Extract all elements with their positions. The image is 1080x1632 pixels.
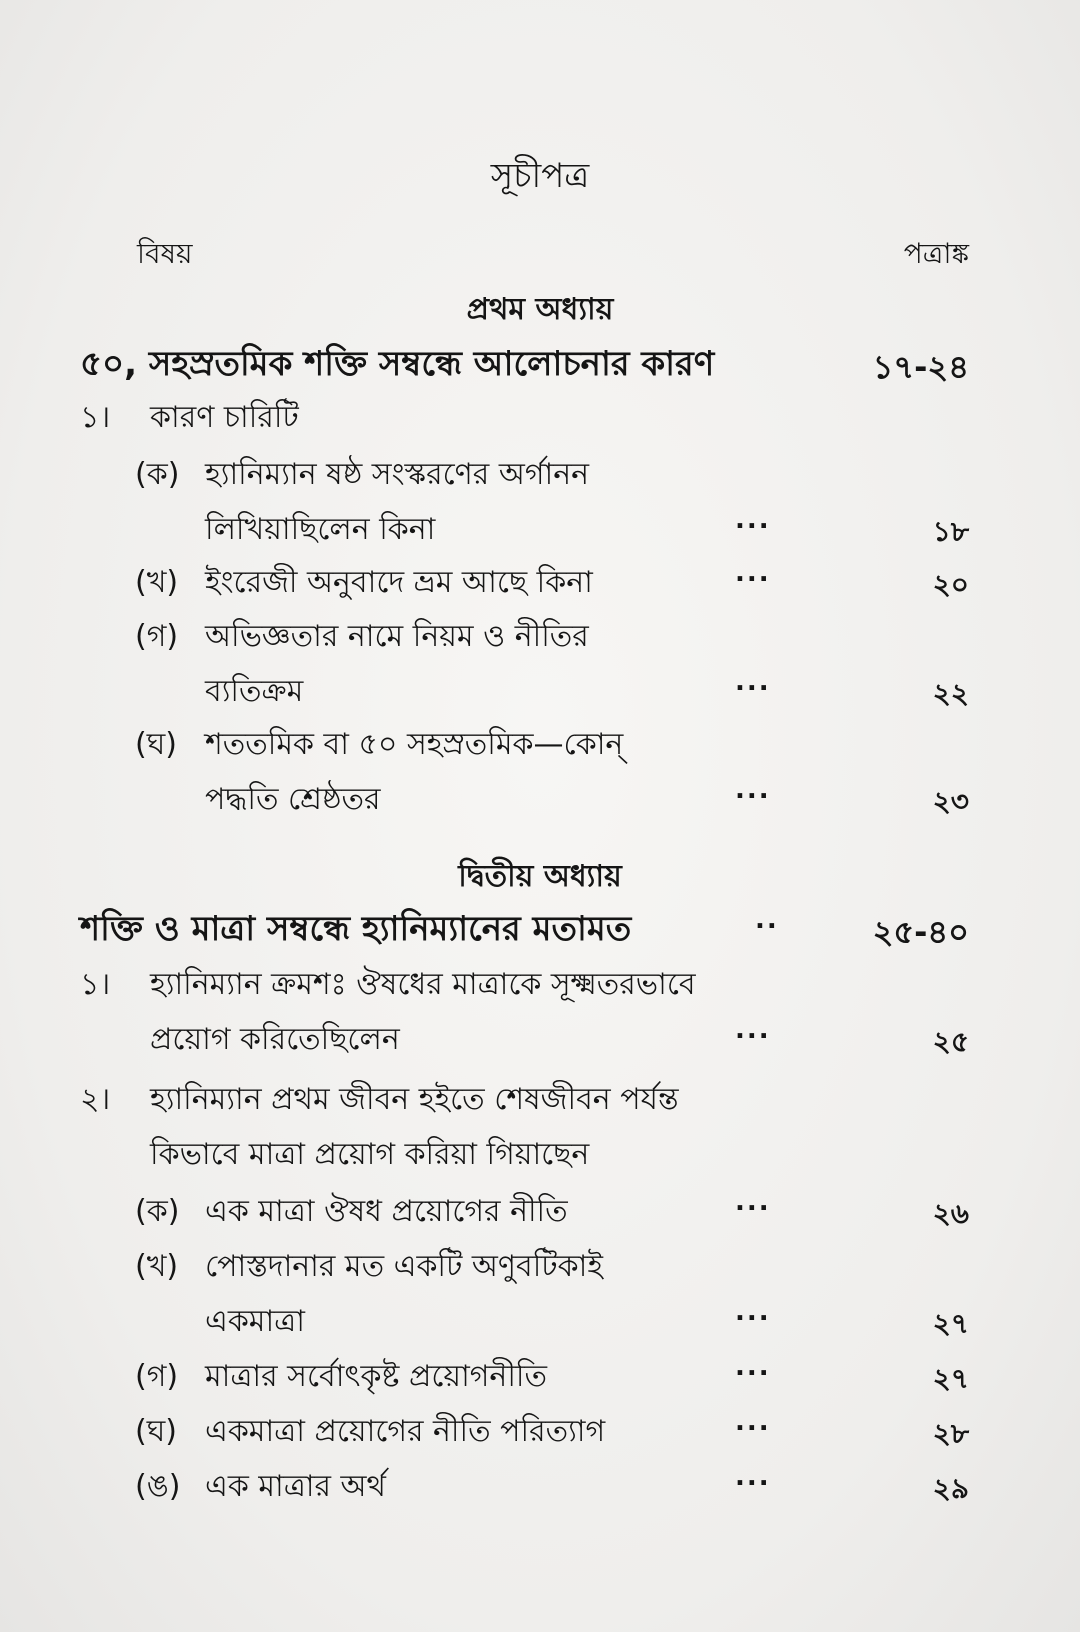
ch2-sub-e-label: (ঙ): [135, 1469, 181, 1504]
leader-dots: ...: [735, 505, 771, 535]
ch1-sub-a-page: ১৮: [932, 515, 969, 548]
ch1-sub-c-line1: অভিজ্ঞতার নামে নিয়ম ও নীতির: [205, 619, 589, 654]
ch1-sub-a-line2: লিখিয়াছিলেন কিনা: [205, 512, 436, 547]
chapter-1-heading: প্রথম অধ্যায়: [466, 292, 614, 327]
ch1-item-1-text: কারণ চারিটি: [150, 400, 299, 435]
ch1-sub-a-label: (ক): [135, 457, 180, 492]
chapter-2-section-pages: ২৫-৪০: [872, 913, 969, 951]
ch2-item-1-line2: প্রয়োগ করিতেছিলেন: [150, 1022, 400, 1057]
ch2-item-1-number: ১।: [80, 967, 111, 1002]
ch1-sub-d-label: (ঘ): [135, 727, 177, 762]
ch2-sub-c-text: মাত্রার সর্বোৎকৃষ্ট প্রয়োগনীতি: [205, 1359, 548, 1394]
leader-dots: ...: [735, 775, 771, 805]
ch1-sub-a-line1: হ্যানিম্যান ষষ্ঠ সংস্করণের অর্গানন: [205, 457, 590, 492]
ch2-sub-b-page: ২৭: [932, 1307, 969, 1340]
ch1-sub-d-line2: পদ্ধতি শ্রেষ্ঠতর: [205, 782, 381, 817]
ch2-item-2-line2: কিভাবে মাত্রা প্রয়োগ করিয়া গিয়াছেন: [150, 1137, 590, 1172]
ch1-sub-b-text: ইংরেজী অনুবাদে ভ্রম আছে কিনা: [205, 565, 593, 600]
ch1-sub-b-page: ২০: [932, 568, 969, 601]
page-column-label: পত্রাঙ্ক: [903, 237, 969, 270]
ch1-item-1-number: ১।: [80, 400, 111, 435]
ch2-item-1-page: ২৫: [932, 1025, 969, 1058]
leader-dots: ..: [755, 905, 779, 935]
ch2-item-2-line1: হ্যানিম্যান প্রথম জীবন হইতে শেষজীবন পর্যন্ত: [150, 1082, 679, 1117]
ch2-sub-a-page: ২৬: [932, 1197, 969, 1230]
page-title: সূচীপত্র: [490, 156, 590, 196]
ch2-item-1-line1: হ্যানিম্যান ক্রমশঃ ঔষধের মাত্রাকে সূক্ষ্মতরভাবে: [150, 967, 696, 1002]
chapter-2-section-title: শক্তি ও মাত্রা সম্বন্ধে হ্যানিম্যানের মতামত: [80, 909, 632, 949]
leader-dots: ...: [735, 558, 771, 588]
leader-dots: ...: [735, 667, 771, 697]
ch2-sub-a-text: এক মাত্রা ঔষধ প্রয়োগের নীতি: [205, 1194, 568, 1229]
chapter-1-section-pages: ১৭-২৪: [872, 348, 969, 386]
ch2-sub-e-page: ২৯: [932, 1472, 969, 1505]
ch2-sub-c-label: (গ): [135, 1359, 179, 1394]
ch2-sub-d-text: একমাত্রা প্রয়োগের নীতি পরিত্যাগ: [205, 1414, 606, 1449]
leader-dots: ...: [735, 1352, 771, 1382]
subject-column-label: বিষয়: [137, 237, 193, 270]
ch2-item-2-number: ২।: [80, 1082, 111, 1117]
ch2-sub-b-line2: একমাত্রা: [205, 1304, 305, 1339]
ch1-sub-c-page: ২২: [932, 677, 969, 710]
ch1-sub-c-line2: ব্যতিক্রম: [205, 674, 304, 709]
leader-dots: ...: [735, 1297, 771, 1327]
leader-dots: ...: [735, 1187, 771, 1217]
ch2-sub-a-label: (ক): [135, 1194, 180, 1229]
ch1-sub-d-line1: শততমিক বা ৫০ সহস্রতমিক—কোন্: [205, 727, 624, 762]
ch2-sub-b-label: (খ): [135, 1249, 179, 1284]
leader-dots: ...: [735, 1407, 771, 1437]
ch2-sub-e-text: এক মাত্রার অর্থ: [205, 1469, 386, 1504]
chapter-1-section-title: ৫০, সহস্রতমিক শক্তি সম্বন্ধে আলোচনার কারণ: [80, 344, 715, 384]
leader-dots: ...: [735, 1015, 771, 1045]
ch2-sub-d-page: ২৮: [932, 1417, 969, 1450]
ch1-sub-c-label: (গ): [135, 619, 179, 654]
ch1-sub-d-page: ২৩: [932, 785, 969, 818]
ch1-sub-b-label: (খ): [135, 565, 179, 600]
ch2-sub-d-label: (ঘ): [135, 1414, 177, 1449]
leader-dots: ...: [735, 1462, 771, 1492]
ch2-sub-b-line1: পোস্তদানার মত একটি অণুবটিকাই: [205, 1249, 603, 1284]
chapter-2-heading: দ্বিতীয় অধ্যায়: [458, 859, 622, 894]
ch2-sub-c-page: ২৭: [932, 1362, 969, 1395]
